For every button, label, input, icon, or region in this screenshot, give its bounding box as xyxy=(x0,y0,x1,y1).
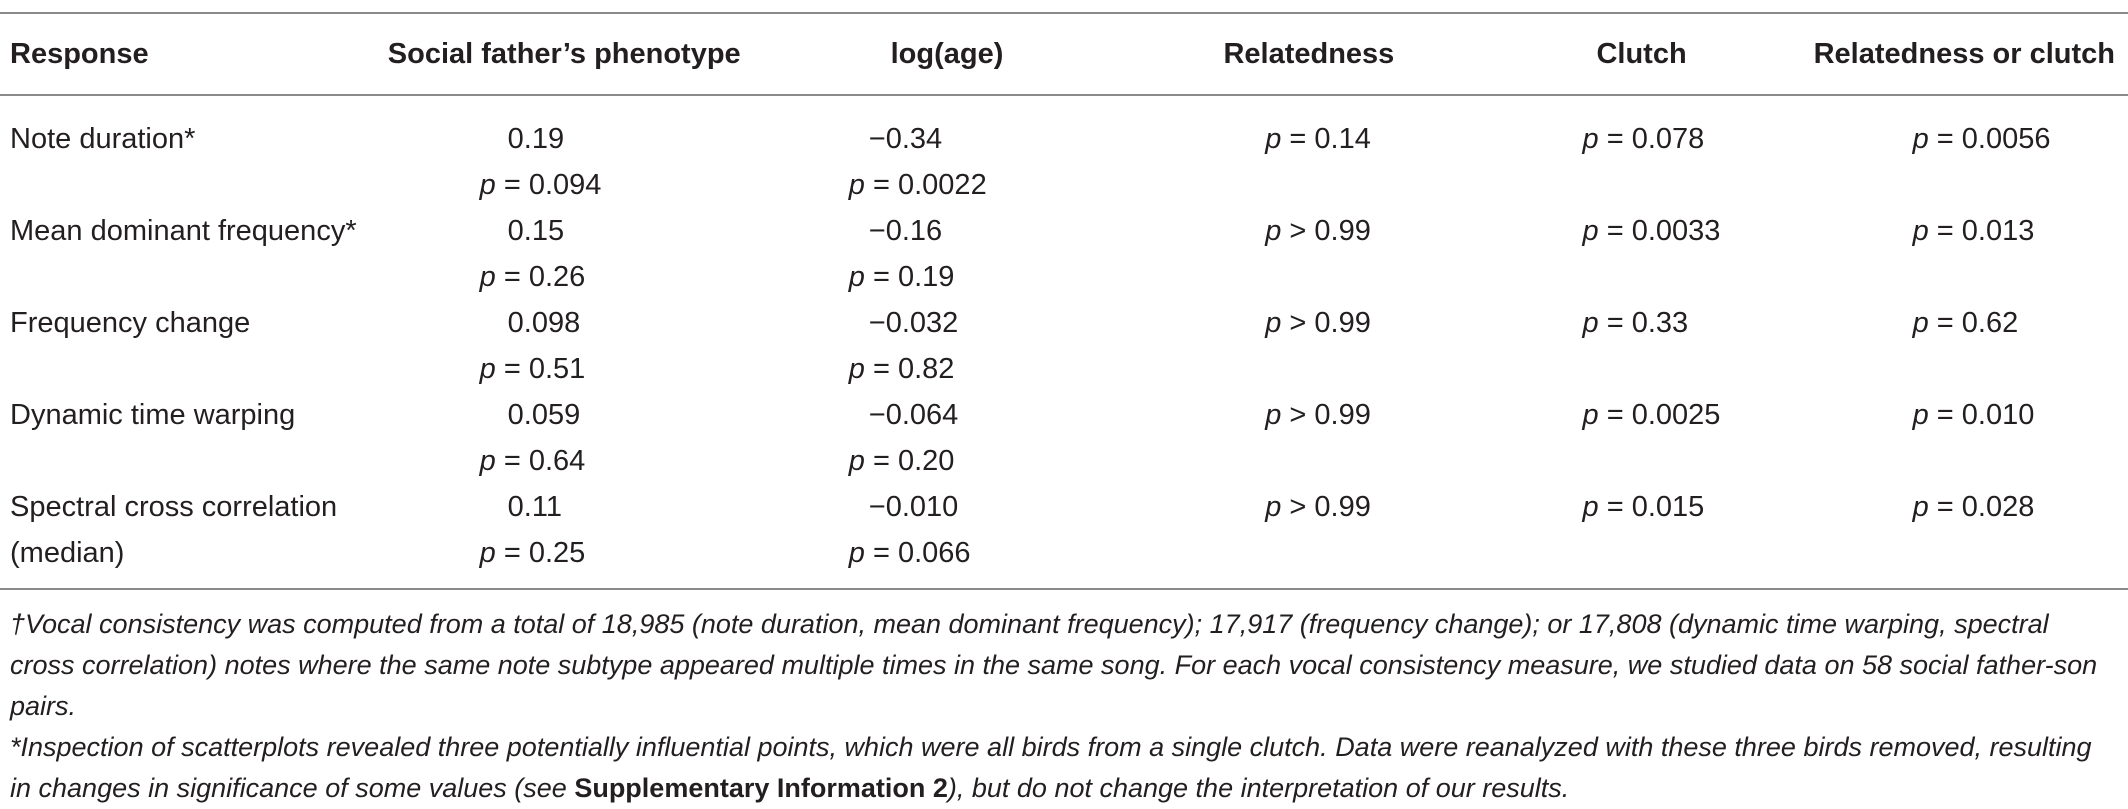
relatedness-cell xyxy=(1135,95,1482,208)
age-estimate: −0.032 xyxy=(868,307,959,339)
p-symbol: p xyxy=(1582,307,1599,339)
p-symbol: p xyxy=(479,353,496,385)
age-p-value xyxy=(759,438,1135,484)
age-estimate: −0.34 xyxy=(868,123,943,155)
p-symbol: p xyxy=(1912,307,1929,339)
rel-or-clutch-cell xyxy=(1801,300,2128,392)
age-p-value xyxy=(759,530,1135,576)
age-cell xyxy=(759,95,1135,208)
p-symbol: p xyxy=(1265,491,1282,523)
rel-or-clutch-cell xyxy=(1801,95,2128,208)
p-value-text: = 0.62 xyxy=(1936,307,2019,339)
relatedness-cell xyxy=(1135,484,1482,589)
supplementary-link[interactable]: Supplementary Information 2 xyxy=(574,773,948,803)
father-estimate: 0.059 xyxy=(507,399,581,431)
header-response: Response xyxy=(0,13,370,95)
age-estimate: −0.064 xyxy=(868,399,959,431)
p-symbol: p xyxy=(1265,307,1282,339)
relatedness-p-value xyxy=(1135,300,1482,346)
rel-or-clutch-p-value xyxy=(1801,300,2128,346)
p-symbol: p xyxy=(1582,215,1599,247)
p-symbol: p xyxy=(1912,491,1929,523)
relatedness-p-value xyxy=(1135,484,1482,530)
p-value-text: = 0.015 xyxy=(1606,491,1705,523)
father-cell xyxy=(370,484,759,589)
response-label: Frequency change xyxy=(10,307,251,339)
p-value-text: = 0.51 xyxy=(503,353,586,385)
clutch-cell xyxy=(1483,392,1801,484)
response-cell xyxy=(0,300,370,392)
table-row xyxy=(0,392,2128,484)
footnote-dagger: †Vocal consistency was computed from a total of 18,985 (note duration, mean dominant frequency); 17,917 (frequency change); or 17,808 (dynamic time warping, spectral cross correlation) notes where the same note subtype appeared multiple times in the same song. For each vocal consistency measure, we studied data on 58 social father-son pairs. xyxy=(10,609,2098,721)
table-row xyxy=(0,484,2128,589)
relatedness-p-value xyxy=(1135,116,1482,162)
p-symbol: p xyxy=(1912,123,1929,155)
father-cell xyxy=(370,95,759,208)
table-row xyxy=(0,95,2128,208)
clutch-p-value xyxy=(1483,208,1801,254)
p-symbol: p xyxy=(479,445,496,477)
p-symbol: p xyxy=(1265,399,1282,431)
p-value-text: > 0.99 xyxy=(1289,215,1371,247)
clutch-cell xyxy=(1483,208,1801,300)
p-symbol: p xyxy=(848,169,865,201)
rel-or-clutch-cell xyxy=(1801,484,2128,589)
response-label: Note duration* xyxy=(10,123,196,155)
father-p-value xyxy=(370,346,759,392)
p-symbol: p xyxy=(1265,123,1282,155)
p-value-text: = 0.33 xyxy=(1606,307,1689,339)
age-p-value xyxy=(759,162,1135,208)
age-estimate: −0.010 xyxy=(868,491,959,523)
p-symbol: p xyxy=(848,261,865,293)
clutch-p-value xyxy=(1483,300,1801,346)
clutch-cell xyxy=(1483,300,1801,392)
footnote-star-tail: ), but do not change the interpretation of our results. xyxy=(947,773,1570,803)
p-symbol: p xyxy=(1912,215,1929,247)
p-symbol: p xyxy=(1265,215,1282,247)
age-cell xyxy=(759,484,1135,589)
p-symbol: p xyxy=(848,445,865,477)
header-social-father: Social father’s phenotype xyxy=(370,13,759,95)
p-value-text: = 0.14 xyxy=(1289,123,1371,155)
relatedness-cell xyxy=(1135,392,1482,484)
age-cell xyxy=(759,300,1135,392)
response-label: Mean dominant frequency* xyxy=(10,215,357,247)
rel-or-clutch-cell xyxy=(1801,392,2128,484)
father-cell xyxy=(370,392,759,484)
father-p-value xyxy=(370,254,759,300)
p-symbol: p xyxy=(1912,399,1929,431)
p-value-text: = 0.010 xyxy=(1936,399,2035,431)
rel-or-clutch-p-value xyxy=(1801,392,2128,438)
p-symbol: p xyxy=(848,537,865,569)
p-value-text: = 0.26 xyxy=(503,261,586,293)
clutch-cell xyxy=(1483,484,1801,589)
rel-or-clutch-p-value xyxy=(1801,208,2128,254)
age-p-value xyxy=(759,254,1135,300)
table-row xyxy=(0,208,2128,300)
p-symbol: p xyxy=(479,537,496,569)
p-value-text: = 0.0025 xyxy=(1606,399,1721,431)
p-value-text: = 0.0056 xyxy=(1936,123,2051,155)
clutch-cell xyxy=(1483,95,1801,208)
clutch-p-value xyxy=(1483,116,1801,162)
age-cell xyxy=(759,208,1135,300)
table-footnotes xyxy=(10,604,2110,809)
father-estimate: 0.15 xyxy=(507,215,565,247)
header-log-age: log(age) xyxy=(759,13,1135,95)
father-p-value xyxy=(370,530,759,576)
footnote-star-text: *Inspection of scatterplots revealed three potentially influential points, which were all birds from a single clutch. Data were reanalyzed with these three birds removed, resulting in changes in significance of some values (see xyxy=(10,732,2092,803)
father-cell xyxy=(370,208,759,300)
response-cell xyxy=(0,95,370,208)
response-cell xyxy=(0,392,370,484)
p-value-text: > 0.99 xyxy=(1289,307,1371,339)
rel-or-clutch-p-value xyxy=(1801,484,2128,530)
header-clutch: Clutch xyxy=(1483,13,1801,95)
p-symbol: p xyxy=(1582,399,1599,431)
p-value-text: = 0.066 xyxy=(873,537,971,569)
rel-or-clutch-p-value xyxy=(1801,116,2128,162)
p-symbol: p xyxy=(1582,491,1599,523)
relatedness-cell xyxy=(1135,300,1482,392)
clutch-p-value xyxy=(1483,484,1801,530)
p-symbol: p xyxy=(479,169,496,201)
p-value-text: = 0.20 xyxy=(873,445,955,477)
footnote-star xyxy=(10,727,2110,809)
p-value-text: = 0.0033 xyxy=(1606,215,1721,247)
p-value-text: = 0.0022 xyxy=(873,169,987,201)
age-cell xyxy=(759,392,1135,484)
father-estimate: 0.098 xyxy=(507,307,581,339)
father-estimate: 0.19 xyxy=(507,123,565,155)
results-table xyxy=(0,12,2128,590)
response-cell xyxy=(0,484,370,589)
relatedness-p-value xyxy=(1135,208,1482,254)
age-p-value xyxy=(759,346,1135,392)
header-relatedness: Relatedness xyxy=(1135,13,1482,95)
p-symbol: p xyxy=(1582,123,1599,155)
p-value-text: > 0.99 xyxy=(1289,491,1371,523)
p-value-text: = 0.25 xyxy=(503,537,586,569)
p-value-text: = 0.19 xyxy=(873,261,955,293)
response-label: Dynamic time warping xyxy=(10,399,296,431)
rel-or-clutch-cell xyxy=(1801,208,2128,300)
age-estimate: −0.16 xyxy=(868,215,943,247)
response-cell xyxy=(0,208,370,300)
relatedness-p-value xyxy=(1135,392,1482,438)
p-value-text: = 0.094 xyxy=(503,169,602,201)
father-p-value xyxy=(370,438,759,484)
header-rel-or-clutch: Relatedness or clutch xyxy=(1801,13,2128,95)
p-value-text: = 0.64 xyxy=(503,445,586,477)
father-estimate: 0.11 xyxy=(507,491,562,523)
clutch-p-value xyxy=(1483,392,1801,438)
p-value-text: = 0.028 xyxy=(1936,491,2035,523)
relatedness-cell xyxy=(1135,208,1482,300)
p-value-text: = 0.078 xyxy=(1606,123,1705,155)
p-value-text: > 0.99 xyxy=(1289,399,1371,431)
p-symbol: p xyxy=(848,353,865,385)
father-p-value xyxy=(370,162,759,208)
p-value-text: = 0.82 xyxy=(873,353,955,385)
p-value-text: = 0.013 xyxy=(1936,215,2035,247)
table-row xyxy=(0,300,2128,392)
father-cell xyxy=(370,300,759,392)
response-label: Spectral cross correlation xyxy=(10,491,338,523)
table-header-row xyxy=(0,13,2128,95)
response-label-line2: (median) xyxy=(10,537,125,569)
p-symbol: p xyxy=(479,261,496,293)
